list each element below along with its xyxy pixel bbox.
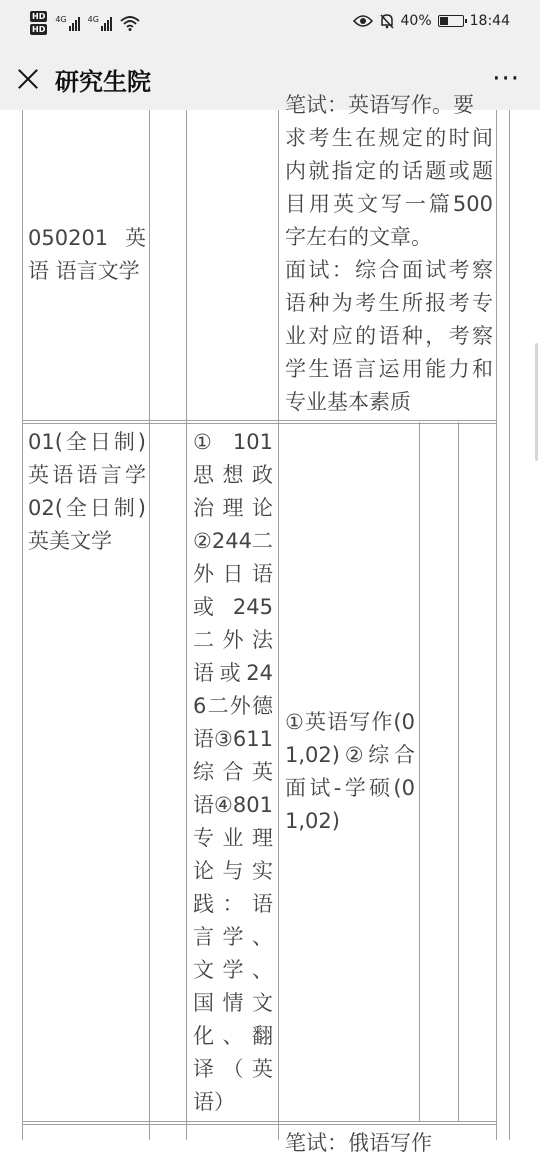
eye-icon [353, 14, 373, 28]
page-title: 研究生院 [55, 68, 151, 96]
status-bar-right [353, 13, 510, 29]
scrollbar[interactable] [535, 343, 538, 461]
battery-fill [440, 17, 448, 25]
signal-icon [55, 15, 79, 31]
signal-label: 4G [55, 15, 67, 24]
hd-badge: HD [32, 12, 46, 21]
battery-icon [438, 15, 464, 27]
clock: 18:44 [469, 13, 510, 29]
status-bar-left [30, 8, 140, 38]
close-button[interactable] [14, 65, 42, 93]
table-cell-exam: 求考生在规定的时间内就指定的话题或题目用英文写一篇500字左右的文章。 [285, 126, 493, 249]
wifi-icon [120, 15, 140, 31]
mute-icon [379, 13, 395, 29]
table-cell-partial: 笔试：俄语写作 [285, 1131, 432, 1155]
table-cell-interview: 面试：综合面试考察语种为考生所报考专业对应的语种，考察学生语言运用能力和专业基本素质 [285, 258, 493, 414]
page-content[interactable] [0, 93, 540, 1155]
more-options-button[interactable]: ··· [492, 64, 520, 94]
table-cell-directions: 01(全日制)英语语言学02(全日制)英美文学 [28, 430, 146, 553]
hd-badge: HD [32, 25, 46, 34]
signal-icon [88, 15, 112, 31]
table-cell-major: 050201 英 语 语言文学 [28, 226, 146, 283]
hd-badges [30, 11, 47, 35]
battery-percent: 40% [400, 13, 432, 29]
table-cell-exam-subjects: ① 101 思想政治理论②244二外日语或245二外法语或246二外德语③611综合英语④801专业理论与实践：语言学、文学、国情文化、翻译（英语） [193, 430, 273, 1114]
table-cell-retest-subjects: ①英语写作(01,02)②综合面试-学硕(01,02) [285, 710, 415, 833]
status-bar [0, 0, 540, 48]
table-cell-exam-partial: 笔试：英语写作。要 [285, 93, 474, 117]
signal-label: 4G [87, 15, 99, 24]
